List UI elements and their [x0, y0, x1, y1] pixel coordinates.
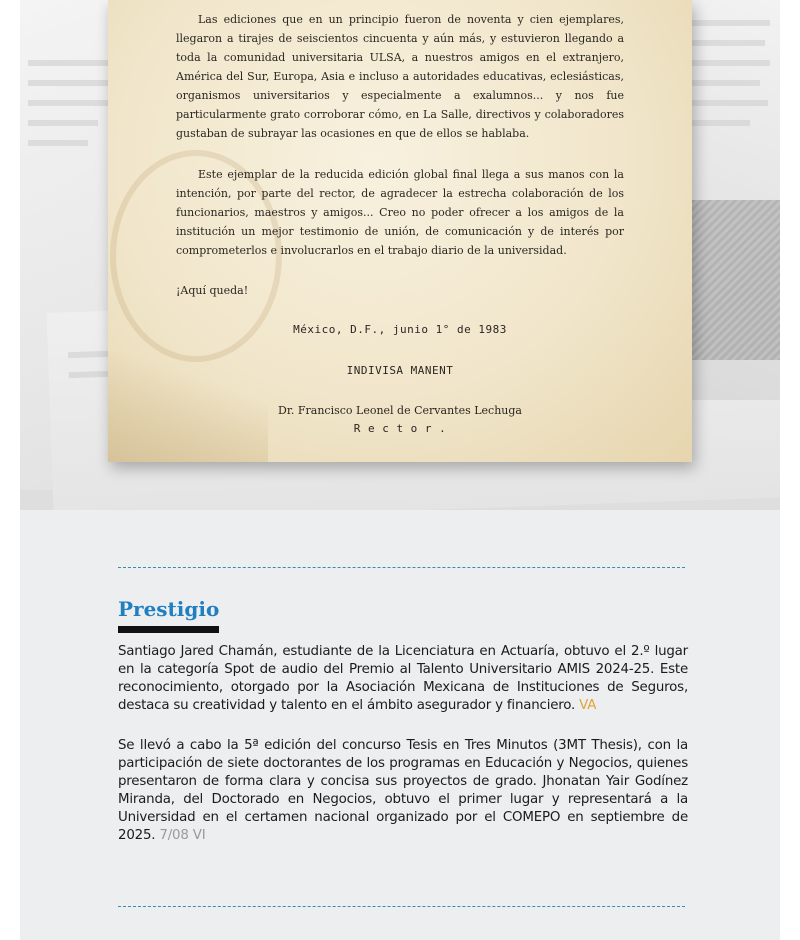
divider-bottom	[118, 906, 685, 907]
heading-underline	[118, 626, 219, 633]
news-item-1-tag: VA	[579, 698, 597, 713]
news-item-2	[118, 737, 688, 845]
divider-top	[118, 567, 685, 568]
news-item-2-tag: 7/08 VI	[159, 828, 206, 843]
letter-paragraph-1: Las ediciones que en un principio fueron de noventa y cien ejemplares, llegaron a tirajes de seiscientos cincuenta y aún más, y estuvieron llegando a toda la comunidad universitaria ULSA, a nuestros amigos en el extranjero, América del Sur, Europa, Asia e incluso a autoridades educativas, eclesiásticas, organismos universitarios y especialmente a exalumnos... y nos fue particularmente grato corroborar cómo, en La Salle, directivos y colaboradores gustaban de subrayar las ocasiones en que de ellos se hablaba.	[176, 13, 624, 140]
letter-place-date: México, D.F., junio 1° de 1983	[293, 323, 507, 336]
letter-motto: INDIVISA MANENT	[346, 364, 454, 377]
aged-letter	[108, 0, 692, 462]
letter-title: R e c t o r .	[353, 422, 447, 435]
letter-closing: ¡Aquí queda!	[176, 284, 249, 297]
section-heading: Prestigio	[118, 597, 220, 621]
letter-signatory: Dr. Francisco Leonel de Cervantes Lechuga	[278, 404, 522, 417]
news-item-1-text: Santiago Jared Chamán, estudiante de la Licenciatura en Actuaría, obtuvo el 2.º lugar en la categoría Spot de audio del Premio al Talento Universitario AMIS 2024-25. Este reconocimiento, otorgado por la Asociación Mexicana de Instituciones de Seguros, destaca su creatividad y talento en el ámbito asegurador y financiero.	[118, 644, 688, 713]
news-item-2-text: Se llevó a cabo la 5ª edición del concurso Tesis en Tres Minutos (3MT Thesis), con la participación de siete doctorantes de los programas en Educación y Negocios, quienes presentaron de forma clara y concisa sus proyectos de grado. Jhonatan Yair Godínez Miranda, del Doctorado en Negocios, obtuvo el primer lugar y representará a la Universidad en el certamen nacional organizado por el COMEPO en septiembre de 2025.	[118, 738, 688, 843]
letter-paragraph-2: Este ejemplar de la reducida edición global final llega a sus manos con la intención, por parte del rector, de agradecer la estrecha colaboración de los funcionarios, maestros y amigos... Creo no poder ofrecer a los amigos de la institución un mejor testimonio de unión, de comunicación y de interés por comprometerlos e involucrarlos en el trabajo diario de la universidad.	[176, 168, 624, 257]
news-item-1	[118, 643, 688, 715]
